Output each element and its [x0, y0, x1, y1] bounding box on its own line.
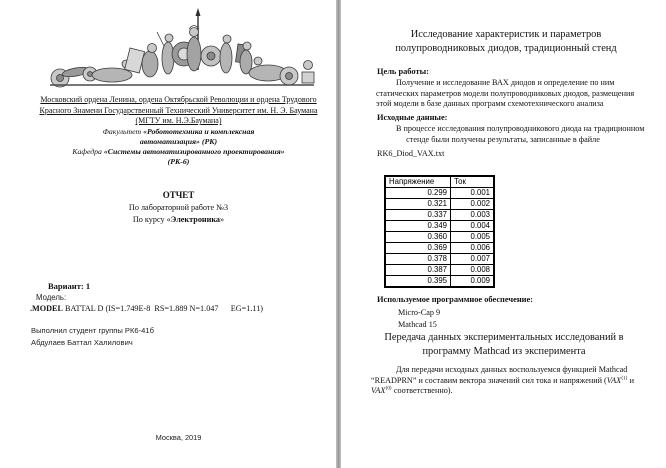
vax-column-superscript: ⟨1⟩ [621, 375, 628, 381]
current-cell: 0.003 [451, 210, 495, 221]
input-text-line: В процессе исследования полупроводникового диода на традиционном [396, 124, 645, 133]
model-keyword: .MODEL [30, 304, 63, 313]
course-suffix: » [220, 215, 225, 224]
university-name-line: Красного Знамени Государственный Технический Университет им. Н. Э. Баумана [39, 105, 318, 115]
current-cell: 0.009 [451, 276, 495, 288]
vax-measurements-table [384, 175, 495, 288]
report-course [30, 215, 327, 224]
university-emblem-icon [46, 6, 318, 94]
department-line: (РК-6) [167, 157, 190, 166]
current-cell: 0.007 [451, 254, 495, 265]
section-title-1 [361, 28, 651, 55]
university-abbreviation: (МГТУ им. Н.Э.Баумана) [135, 116, 222, 126]
vax-vector-name: VAX [606, 375, 622, 385]
right-page [341, 0, 666, 468]
course-prefix: По курсу « [132, 215, 171, 224]
report-title: ОТЧЕТ [162, 190, 195, 200]
department-line [30, 147, 327, 157]
software-label: Используемое программное обеспечение: [377, 295, 533, 304]
voltage-cell: 0.395 [385, 276, 451, 288]
voltage-cell: 0.369 [385, 243, 451, 254]
voltage-cell: 0.321 [385, 199, 451, 210]
faculty-name [30, 127, 327, 147]
goal-text-line: Получение и исследование ВАХ диодов и определение по ним [396, 78, 615, 87]
current-column-header: Ток [451, 176, 495, 188]
report-subtitle: По лабораторной работе №3 [128, 203, 229, 212]
faculty-line: автоматизация» (РК) [139, 137, 218, 146]
goal-label: Цель работы: [377, 67, 429, 76]
current-cell: 0.001 [451, 188, 495, 199]
faculty-line [30, 127, 327, 137]
goal-text-line: статических параметров модели полупроводниковых диодов, размещения [376, 88, 635, 98]
table-header-row [385, 176, 494, 188]
spice-model-line [30, 304, 263, 313]
software-item: Mathcad 15 [398, 319, 437, 329]
current-cell: 0.008 [451, 265, 495, 276]
voltage-cell: 0.337 [385, 210, 451, 221]
goal-text-line: этой модели в базе данных программ схемотехнического анализа [376, 99, 604, 108]
table-row [385, 232, 494, 243]
table-row [385, 210, 494, 221]
section-title-line: программу Mathcad из эксперимента [422, 345, 586, 357]
input-text-line: стенде были получены результаты, записанные в файле [406, 134, 600, 144]
model-label: Модель: [36, 293, 67, 302]
table-row [385, 265, 494, 276]
course-name: Электроника [170, 215, 221, 224]
table-row [385, 243, 494, 254]
department-title: «Системы автоматизированного проектирования» [103, 147, 285, 156]
variant-label: Вариант: 1 [48, 281, 91, 291]
section-title-line: Передача данных экспериментальных исследований в [384, 332, 624, 343]
mathcad-text: соответственно). [391, 386, 453, 395]
faculty-prefix: Факультет [102, 127, 144, 136]
table-row [385, 199, 494, 210]
section-title-line: полупроводниковых диодов, традиционный стенд [395, 42, 617, 54]
voltage-cell: 0.299 [385, 188, 451, 199]
vax-table-body [385, 188, 494, 288]
table-row [385, 276, 494, 288]
city-year-footer: Москва, 2019 [155, 433, 202, 442]
student-name-line: Абдулаев Баттал Халилович [31, 338, 133, 347]
data-filename: RK6_Diod_VAX.txt [377, 149, 445, 158]
table-row [385, 221, 494, 232]
section-title-line: Исследование характеристик и параметров [410, 29, 602, 40]
voltage-cell: 0.387 [385, 265, 451, 276]
voltage-cell: 0.349 [385, 221, 451, 232]
section-title-2 [356, 331, 652, 358]
current-cell: 0.005 [451, 232, 495, 243]
vax-vector-name: VAX [371, 386, 386, 395]
model-params: BATTAL D (IS=1.749E-8 RS=1.889 N=1.047 EG=1.11) [62, 304, 264, 313]
student-group-line: Выполнил студент группы РК6-41б [31, 326, 154, 335]
software-item: Micro-Cap 9 [398, 307, 441, 317]
mathcad-text: “READPRN” и составим вектора значений сил тока и напряжений ( [371, 375, 607, 385]
voltage-cell: 0.360 [385, 232, 451, 243]
current-cell: 0.002 [451, 199, 495, 210]
department-name [30, 147, 327, 167]
department-prefix: Кафедра [72, 147, 104, 156]
mathcad-text-line [371, 386, 453, 395]
input-data-label: Исходные данные: [377, 113, 448, 122]
university-name-line: Московский ордена Ленина, ордена Октябрьской Революции и ордена Трудового [40, 95, 317, 104]
vax-column-superscript: ⟨0⟩ [385, 386, 392, 392]
current-cell: 0.006 [451, 243, 495, 254]
faculty-title: «Робототехника и комплексная [143, 127, 255, 136]
voltage-cell: 0.378 [385, 254, 451, 265]
university-name [30, 95, 327, 127]
current-cell: 0.004 [451, 221, 495, 232]
mathcad-text-line [371, 376, 634, 385]
mathcad-text-line: Для передачи исходных данных воспользуемся функцией Mathcad [396, 365, 628, 374]
voltage-column-header: Напряжение [385, 176, 451, 188]
table-row [385, 188, 494, 199]
table-row [385, 254, 494, 265]
mathcad-text: и [627, 375, 635, 385]
